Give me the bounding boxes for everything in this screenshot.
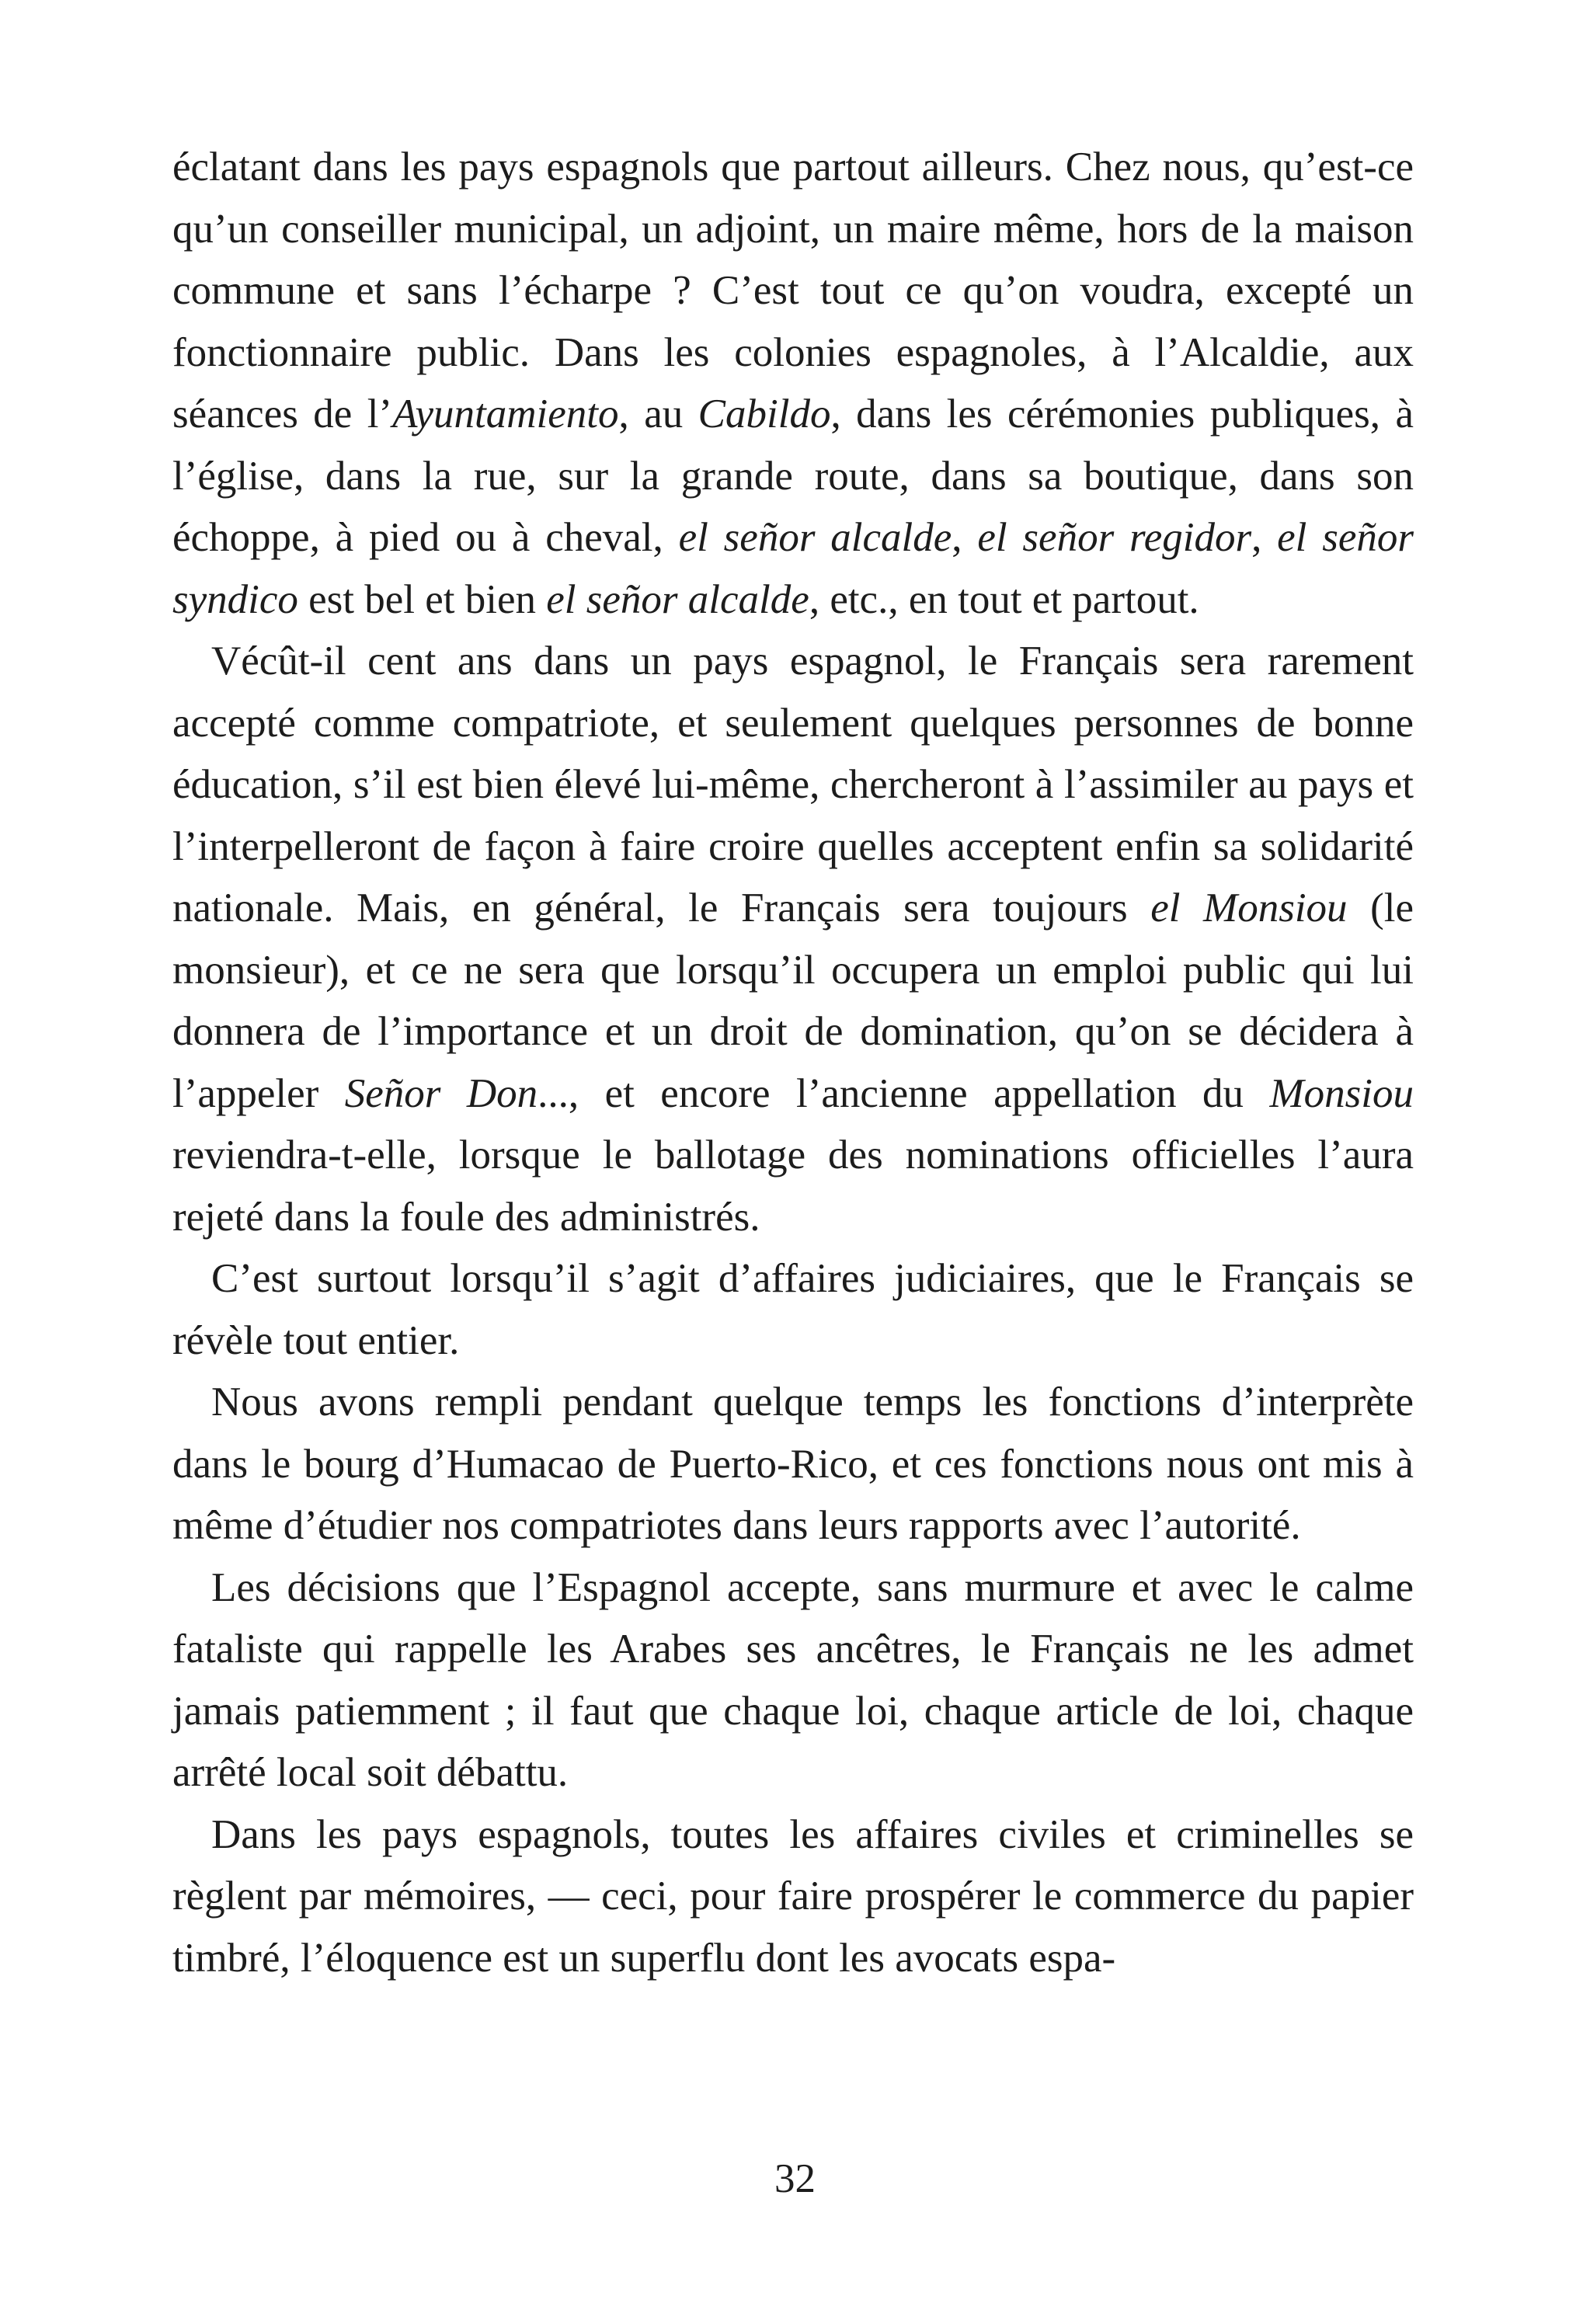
page-number: 32 <box>774 2156 816 2201</box>
text-segment: Nous avons rempli pendant quelque temps les fonctions d’interprète dans le bourg d’Humacao de Puerto-Rico, et ces fonctions nous ont mis à même d’étudier nos compatriotes dans leurs rapports avec l’autorité. <box>172 1379 1414 1548</box>
page-body <box>172 137 1414 1989</box>
text-segment: Vécût-il cent ans dans un pays espagnol, le Français sera rarement accepté comme compatriote, et seulement quelques personnes de bonne éducation, s’il est bien élevé lui-même, chercheront à l’assimiler au pays et l’interpelleront de façon à faire croire quelles acceptent enfin sa solidarité nationale. Mais, en général, le Français sera toujours <box>172 638 1414 931</box>
paragraph-6 <box>172 1804 1414 1990</box>
italic-term: Monsiou <box>1269 1070 1414 1116</box>
italic-term: Cabildo <box>698 391 831 437</box>
paragraph-3 <box>172 1248 1414 1372</box>
paragraph-2 <box>172 631 1414 1248</box>
text-segment: , <box>952 515 978 560</box>
text-segment: , <box>1251 515 1278 560</box>
paragraph-4 <box>172 1372 1414 1557</box>
text-segment: reviendra-t-elle, lorsque le ballotage des nominations officielles l’aura rejeté dans la foule des administrés. <box>172 1132 1414 1240</box>
text-segment: , etc., en tout et partout. <box>809 576 1199 622</box>
text-segment: , au <box>618 391 698 437</box>
text-segment: , dans les cérémonies publiques, à l’église, dans la rue, sur la grande route, dans sa boutique, dans son échoppe, à pied ou à cheval, <box>172 391 1414 560</box>
italic-term: Señor Don <box>344 1070 538 1116</box>
text-segment: C’est surtout lorsqu’il s’agit d’affaires judiciaires, que le Français se révèle tout entier. <box>172 1256 1414 1363</box>
italic-term: el Monsiou <box>1150 885 1348 931</box>
italic-term: el señor alcalde <box>678 515 952 560</box>
paragraph-5 <box>172 1557 1414 1804</box>
text-segment: ..., et encore l’ancienne appellation du <box>538 1070 1270 1116</box>
text-segment: éclatant dans les pays espagnols que partout ailleurs. Chez nous, qu’est-ce qu’un conseiller municipal, un adjoint, un maire même, hors de la maison commune et sans l’écharpe ? C’est tout ce qu’on voudra, excepté un fonctionnaire public. Dans les colonies espagnoles, à l’Alcaldie, aux séances de l’ <box>172 144 1414 437</box>
italic-term: el señor alcalde <box>546 576 809 622</box>
italic-term: Ayuntamiento <box>392 391 619 437</box>
text-segment: Les décisions que l’Espagnol accepte, sans murmure et avec le calme fataliste qui rappelle les Arabes ses ancêtres, le Français ne les admet jamais patiemment ; il faut que chaque loi, chaque article de loi, chaque arrêté local soit débattu. <box>172 1564 1414 1795</box>
paragraph-1 <box>172 137 1414 631</box>
text-segment: est bel et bien <box>297 576 547 622</box>
text-segment: Dans les pays espagnols, toutes les affaires civiles et criminelles se règlent par mémoires, — ceci, pour faire prospérer le commerce du papier timbré, l’éloquence est un superflu dont les avocats espa- <box>172 1811 1414 1981</box>
text-segment: (le monsieur), et ce ne sera que lorsqu’il occupera un emploi public qui lui donnera de l’importance et un droit de domination, qu’on se décidera à l’appeler <box>172 885 1414 1116</box>
italic-term: el señor regidor <box>977 515 1252 560</box>
italic-term: el señor syndico <box>172 515 1414 622</box>
